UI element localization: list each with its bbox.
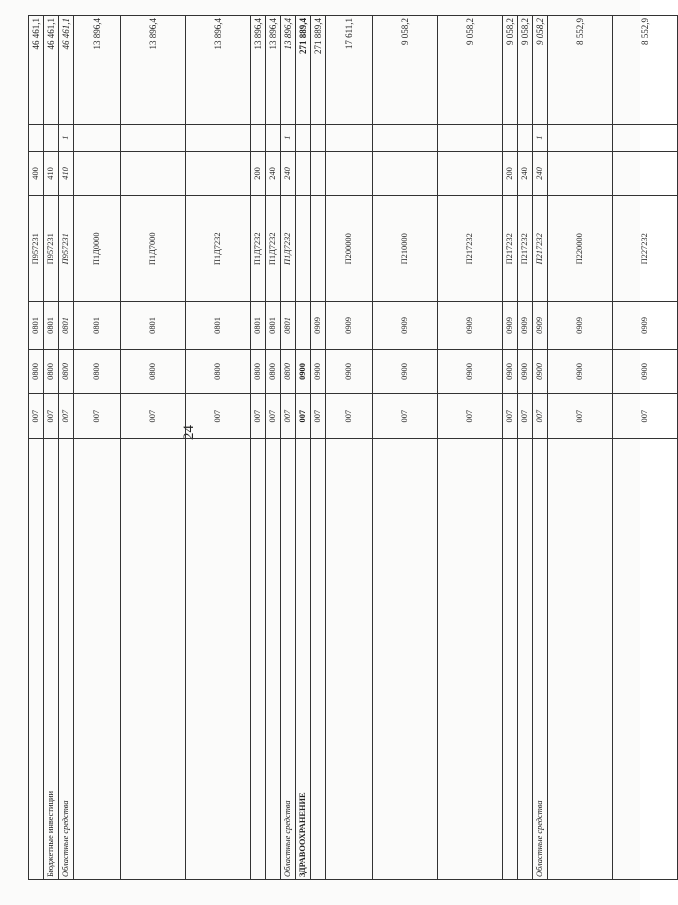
subsection-code: 0801	[251, 302, 266, 349]
subsection-code: 0801	[44, 302, 59, 349]
amount-value: 13 896,4	[251, 16, 266, 125]
funding-source-code: 1	[533, 124, 548, 151]
section-code: 0800	[251, 349, 266, 394]
ministry-code: 007	[533, 394, 548, 439]
target-article-code: П217232	[503, 196, 518, 302]
funding-source-code	[251, 124, 266, 151]
funding-source-code	[44, 124, 59, 151]
subsection-code: 0801	[29, 302, 44, 349]
section-code: 0900	[548, 349, 613, 394]
funding-source-code	[373, 124, 438, 151]
ministry-code: 007	[326, 394, 373, 439]
target-article-code: П1Д7232	[266, 196, 281, 302]
ministry-code: 007	[373, 394, 438, 439]
ministry-code: 007	[311, 394, 326, 439]
subsection-code: 0909	[533, 302, 548, 349]
row-description: Областные средства	[59, 439, 74, 880]
expense-type-code	[438, 151, 503, 196]
amount-value: 271 889,4	[311, 16, 326, 125]
subsection-code: 0909	[326, 302, 373, 349]
funding-source-code	[29, 124, 44, 151]
row-description	[74, 439, 121, 880]
amount-value: 13 896,4	[266, 16, 281, 125]
subsection-code: 0801	[186, 302, 251, 349]
table-row	[548, 16, 613, 880]
row-description	[29, 439, 44, 880]
subsection-code	[296, 302, 311, 349]
amount-value: 13 896,4	[74, 16, 121, 125]
row-description	[503, 439, 518, 880]
table-row	[281, 16, 296, 880]
row-description	[518, 439, 533, 880]
expense-type-code: 240	[533, 151, 548, 196]
table-row	[74, 16, 121, 880]
target-article-code: П1Д0000	[74, 196, 121, 302]
section-code: 0900	[438, 349, 503, 394]
subsection-code: 0801	[74, 302, 121, 349]
subsection-code: 0801	[121, 302, 186, 349]
target-article-code: П957231	[44, 196, 59, 302]
target-article-code: П200000	[326, 196, 373, 302]
funding-source-code	[518, 124, 533, 151]
target-article-code	[311, 196, 326, 302]
ministry-code: 007	[296, 394, 311, 439]
expense-type-code	[186, 151, 251, 196]
target-article-code: П210000	[373, 196, 438, 302]
funding-source-code: 1	[59, 124, 74, 151]
subsection-code: 0801	[266, 302, 281, 349]
subsection-code: 0909	[311, 302, 326, 349]
funding-source-code	[613, 124, 678, 151]
ministry-code: 007	[503, 394, 518, 439]
target-article-code: П1Д7000	[121, 196, 186, 302]
expense-type-code: 410	[59, 151, 74, 196]
expense-type-code	[311, 151, 326, 196]
row-description	[326, 439, 373, 880]
section-code: 0900	[326, 349, 373, 394]
table-row	[44, 16, 59, 880]
target-article-code: П227232	[613, 196, 678, 302]
ministry-code: 007	[74, 394, 121, 439]
section-code: 0900	[613, 349, 678, 394]
table-row	[533, 16, 548, 880]
funding-source-code	[326, 124, 373, 151]
section-code: 0900	[311, 349, 326, 394]
funding-source-code	[186, 124, 251, 151]
table-row	[29, 16, 44, 880]
expense-type-code	[326, 151, 373, 196]
row-description	[251, 439, 266, 880]
ministry-code: 007	[59, 394, 74, 439]
subsection-code: 0909	[373, 302, 438, 349]
table-row	[518, 16, 533, 880]
amount-value: 271 889,4	[296, 16, 311, 125]
ministry-code: 007	[186, 394, 251, 439]
table-row	[251, 16, 266, 880]
target-article-code: П217232	[438, 196, 503, 302]
page-number: 24	[181, 425, 197, 440]
row-description	[613, 439, 678, 880]
section-code: 0800	[281, 349, 296, 394]
table-row	[438, 16, 503, 880]
amount-value: 17 611,1	[326, 16, 373, 125]
expense-type-code: 200	[251, 151, 266, 196]
budget-table	[28, 15, 678, 880]
funding-source-code	[311, 124, 326, 151]
expense-type-code: 240	[281, 151, 296, 196]
section-code: 0900	[533, 349, 548, 394]
section-code: 0900	[503, 349, 518, 394]
table-row	[326, 16, 373, 880]
funding-source-code	[74, 124, 121, 151]
expense-type-code	[548, 151, 613, 196]
expense-type-code: 240	[518, 151, 533, 196]
row-description: Бюджетные инвестиции	[44, 439, 59, 880]
table-row	[296, 16, 311, 880]
target-article-code: П217232	[533, 196, 548, 302]
amount-value: 13 896,4	[281, 16, 296, 125]
ministry-code: 007	[251, 394, 266, 439]
row-description	[186, 439, 251, 880]
amount-value: 46 461,1	[44, 16, 59, 125]
expense-type-code: 410	[44, 151, 59, 196]
expense-type-code	[121, 151, 186, 196]
target-article-code: П1Д7232	[281, 196, 296, 302]
table-row	[59, 16, 74, 880]
subsection-code: 0909	[613, 302, 678, 349]
expense-type-code	[296, 151, 311, 196]
row-description	[121, 439, 186, 880]
funding-source-code	[266, 124, 281, 151]
expense-type-code	[613, 151, 678, 196]
row-description	[266, 439, 281, 880]
section-code: 0800	[44, 349, 59, 394]
row-description: ЗДРАВООХРАНЕНИЕ	[296, 439, 311, 880]
target-article-code: П217232	[518, 196, 533, 302]
ministry-code: 007	[281, 394, 296, 439]
ministry-code: 007	[548, 394, 613, 439]
target-article-code: П1Д7232	[186, 196, 251, 302]
subsection-code: 0909	[548, 302, 613, 349]
ministry-code: 007	[29, 394, 44, 439]
row-description	[311, 439, 326, 880]
table-row	[311, 16, 326, 880]
expense-type-code: 200	[503, 151, 518, 196]
expense-type-code	[373, 151, 438, 196]
target-article-code	[296, 196, 311, 302]
row-description: Областные средства	[281, 439, 296, 880]
table-row	[186, 16, 251, 880]
amount-value: 8 552,9	[548, 16, 613, 125]
subsection-code: 0909	[503, 302, 518, 349]
table-row	[613, 16, 678, 880]
row-description	[438, 439, 503, 880]
ministry-code: 007	[518, 394, 533, 439]
section-code: 0800	[74, 349, 121, 394]
expense-type-code: 400	[29, 151, 44, 196]
section-code: 0900	[373, 349, 438, 394]
row-description	[548, 439, 613, 880]
rotated-table-wrapper	[28, 15, 650, 880]
funding-source-code	[548, 124, 613, 151]
subsection-code: 0801	[281, 302, 296, 349]
target-article-code: П220000	[548, 196, 613, 302]
amount-value: 9 058,2	[518, 16, 533, 125]
section-code: 0800	[29, 349, 44, 394]
table-row	[503, 16, 518, 880]
expense-type-code	[74, 151, 121, 196]
table-row	[266, 16, 281, 880]
amount-value: 13 896,4	[186, 16, 251, 125]
amount-value: 46 461,1	[59, 16, 74, 125]
amount-value: 46 461,1	[29, 16, 44, 125]
amount-value: 9 058,2	[438, 16, 503, 125]
subsection-code: 0801	[59, 302, 74, 349]
amount-value: 13 896,4	[121, 16, 186, 125]
target-article-code: П957231	[29, 196, 44, 302]
table-row	[121, 16, 186, 880]
ministry-code: 007	[44, 394, 59, 439]
funding-source-code	[503, 124, 518, 151]
section-code: 0900	[296, 349, 311, 394]
row-description: Областные средства	[533, 439, 548, 880]
section-code: 0800	[266, 349, 281, 394]
ministry-code: 007	[438, 394, 503, 439]
section-code: 0800	[186, 349, 251, 394]
section-code: 0900	[518, 349, 533, 394]
expense-type-code: 240	[266, 151, 281, 196]
target-article-code: П957231	[59, 196, 74, 302]
ministry-code: 007	[266, 394, 281, 439]
ministry-code: 007	[613, 394, 678, 439]
funding-source-code	[438, 124, 503, 151]
ministry-code: 007	[121, 394, 186, 439]
funding-source-code: 1	[281, 124, 296, 151]
funding-source-code	[121, 124, 186, 151]
amount-value: 9 058,2	[533, 16, 548, 125]
subsection-code: 0909	[518, 302, 533, 349]
subsection-code: 0909	[438, 302, 503, 349]
section-code: 0800	[59, 349, 74, 394]
amount-value: 9 058,2	[503, 16, 518, 125]
row-description	[373, 439, 438, 880]
table-row	[373, 16, 438, 880]
funding-source-code	[296, 124, 311, 151]
amount-value: 9 058,2	[373, 16, 438, 125]
section-code: 0800	[121, 349, 186, 394]
target-article-code: П1Д7232	[251, 196, 266, 302]
amount-value: 8 552,9	[613, 16, 678, 125]
